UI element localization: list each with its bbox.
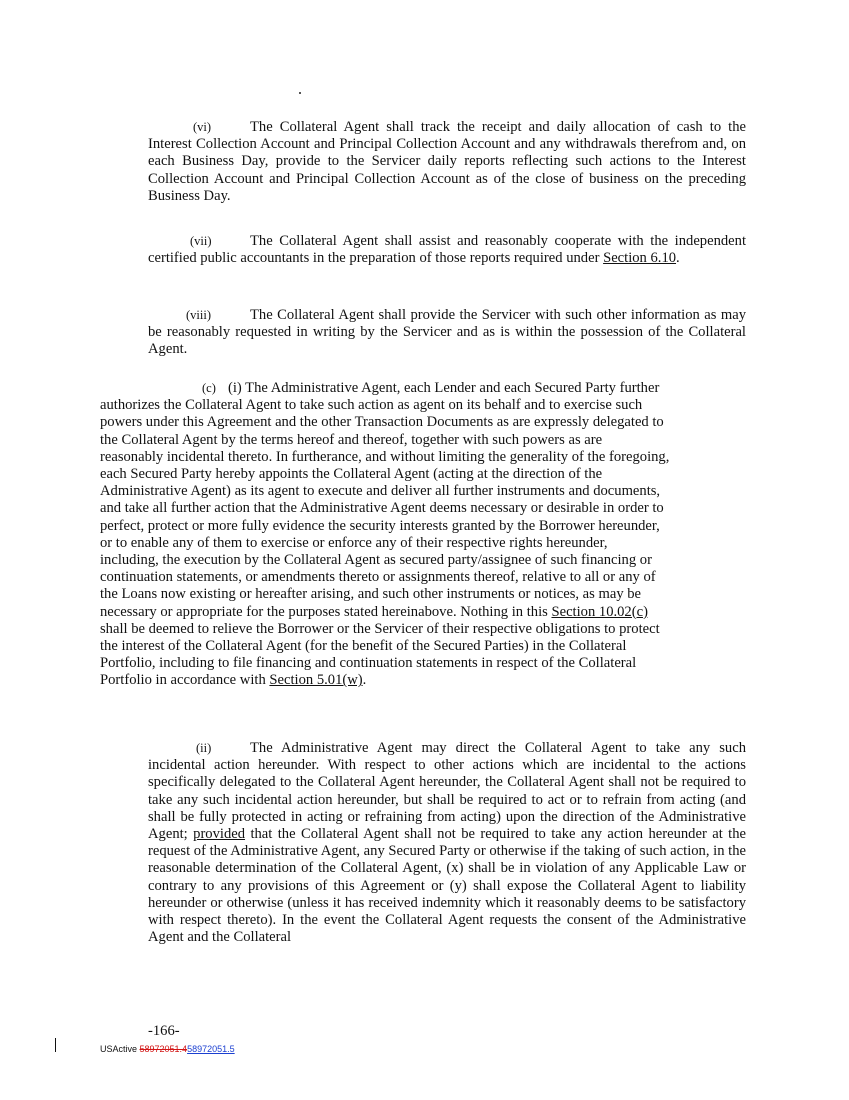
paragraph-vii-text: The Collateral Agent shall assist and reasonably cooperate with the independent certified public accountants in the preparation of those reports required under (148, 233, 746, 267)
paragraph-c-line: powers under this Agreement and the other Transaction Documents as are expressly delegated to (100, 414, 664, 431)
page-number: -166- (148, 1023, 180, 1039)
inserted-document-id: 58972051.5 (187, 1044, 235, 1054)
paragraph-c-line: continuation statements, or amendments thereto or assignments thereof, relative to all or any of (100, 569, 656, 586)
provided-term: provided (193, 826, 246, 843)
deleted-document-id: 58972051.4 (139, 1044, 188, 1054)
paragraph-c-line (100, 380, 750, 397)
paragraph-vi-number: (vi) (193, 120, 212, 134)
paragraph-c-number: (c) (202, 381, 216, 395)
paragraph-c-line-text: necessary or appropriate for the purposes stated hereinabove. Nothing in this (100, 603, 552, 620)
paragraph-c-line (100, 672, 750, 689)
paragraph-vi (148, 119, 746, 205)
paragraph-c-line: Portfolio, including to file financing and continuation statements in respect of the Collateral (100, 655, 637, 672)
paragraph-c-end: . (362, 672, 367, 689)
paragraph-vi-text: The Collateral Agent shall track the receipt and daily allocation of cash to the Interest Collection Account and Principal Collection Account and any withdrawals therefrom and, on each Business Day, provide to the Servicer daily reports reflecting such actions to the Interest Collection Account and Principal Collection Account as of the close of business on the preceding Business Day. (148, 119, 746, 204)
paragraph-c-line-text: (i) The Administrative Agent, each Lender and each Secured Party further (228, 380, 660, 396)
paragraph-c-line: including, the execution by the Collateral Agent as secured party/assignee of such financing or (100, 552, 652, 569)
paragraph-viii (148, 307, 746, 359)
paragraph-c-line-text: Portfolio in accordance with (100, 672, 270, 689)
paragraph-c-line: each Secured Party hereby appoints the Collateral Agent (acting at the direction of the (100, 466, 603, 483)
paragraph-c (100, 380, 750, 690)
paragraph-vii (148, 233, 746, 267)
paragraph-ii-number: (ii) (196, 741, 212, 755)
section-10-02-c-reference: Section 10.02(c) (551, 603, 648, 620)
paragraph-c-line: shall be deemed to relieve the Borrower or the Servicer of their respective obligations to protect (100, 620, 660, 637)
footer-prefix: USActive (100, 1044, 140, 1054)
stray-mark (299, 92, 301, 94)
paragraph-vii-number: (vii) (190, 234, 212, 248)
change-bar (55, 1038, 56, 1052)
paragraph-c-line: and take all further action that the Administrative Agent deems necessary or desirable in order to (100, 500, 664, 517)
paragraph-c-line: the Collateral Agent by the terms hereof and thereof, together with such powers as are (100, 431, 603, 448)
paragraph-c-line: the Loans now existing or hereafter arising, and such other instruments or notices, as may be (100, 586, 642, 603)
paragraph-c-line: Administrative Agent) as its agent to execute and deliver all further instruments and documents, (100, 483, 661, 500)
document-id-footer (100, 1041, 235, 1058)
paragraph-viii-number: (viii) (186, 308, 211, 322)
paragraph-c-line (100, 604, 750, 621)
paragraph-c-line: or to enable any of them to exercise or enforce any of their respective rights hereunder, (100, 534, 608, 551)
paragraph-c-line: authorizes the Collateral Agent to take such action as agent on its behalf and to exercise such (100, 397, 643, 414)
paragraph-viii-text: The Collateral Agent shall provide the Servicer with such other information as may be reasonably requested in writing by the Servicer and as is within the possession of the Collateral Agent. (148, 307, 746, 358)
section-6-10-reference: Section 6.10 (603, 250, 677, 267)
paragraph-c-line: perfect, protect or more fully evidence the security interests granted by the Borrower hereunder, (100, 517, 660, 534)
paragraph-ii-text-continued: that the Collateral Agent shall not be required to take any action hereunder at the request of the Administrative Agent, any Secured Party or otherwise if the taking of such action, in the reasonable determination of the Collateral Agent, (x) shall be in violation of any Applicable Law or contrary to any provisions of this Agreement or (y) shall expose the Collateral Agent to liability hereunder or otherwise (unless it has received indemnity which it reasonably deems to be satisfactory with respect thereto). In the event the Collateral Agent requests the consent of the Administrative Agent and the Collateral (148, 826, 746, 946)
paragraph-c-line: reasonably incidental thereto. In furtherance, and without limiting the generality of the foregoing, (100, 448, 670, 465)
section-5-01-w-reference: Section 5.01(w) (269, 672, 363, 689)
paragraph-ii (148, 740, 746, 946)
paragraph-c-line: the interest of the Collateral Agent (for the benefit of the Secured Parties) in the Collateral (100, 638, 627, 655)
paragraph-vii-end: . (676, 250, 680, 267)
paragraph-ii-text: The Administrative Agent may direct the Collateral Agent to take any such incidental action hereunder. With respect to other actions which are incidental to the actions specifically delegated to the Collateral Agent hereunder, the Collateral Agent shall not be required to take any such incidental action hereunder, but shall be required to act or to refrain from acting (and shall be fully protected in acting or refraining from acting) upon the direction of the Administrative Agent; (148, 740, 746, 843)
